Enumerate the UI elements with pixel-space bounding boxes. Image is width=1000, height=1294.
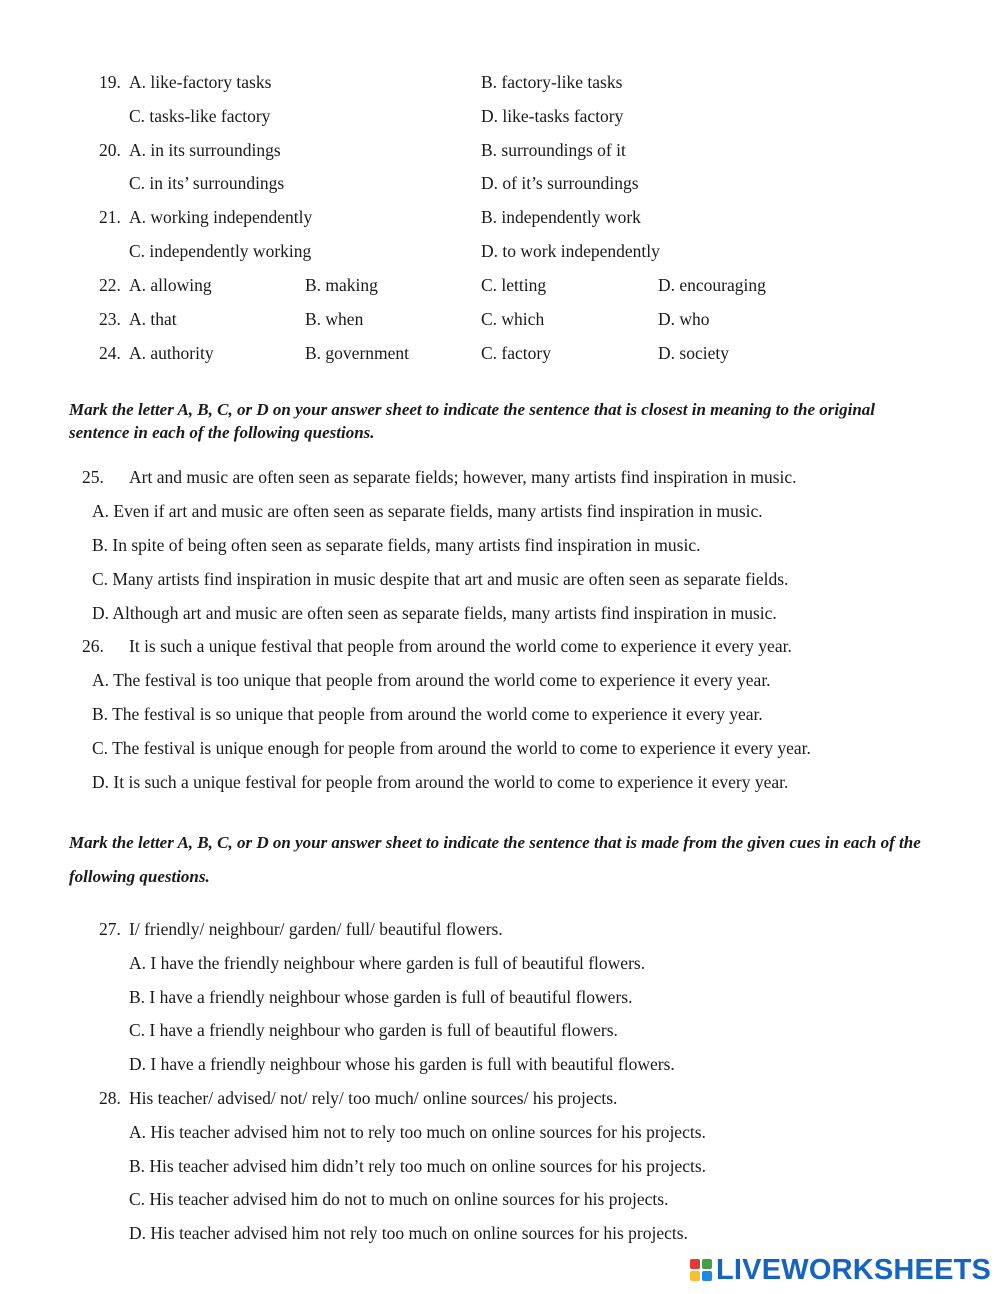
question-number: 23. [99, 309, 121, 329]
option-b[interactable]: B. independently work [481, 207, 641, 227]
question-number: 19. [99, 72, 121, 92]
question-number: 26. [82, 636, 104, 656]
section-instruction: Mark the letter A, B, C, or D on your answer sheet to indicate the sentence that is closest in meaning to the original sentence in each of the following questions. [69, 400, 875, 442]
option-c[interactable]: C. I have a friendly neighbour who garden is full of beautiful flowers. [129, 1020, 618, 1040]
question-stem: I/ friendly/ neighbour/ garden/ full/ beautiful flowers. [129, 919, 503, 939]
option-d[interactable]: D. who [658, 309, 710, 329]
option-d[interactable]: D. society [658, 343, 729, 363]
option-a[interactable]: A. His teacher advised him not to rely too much on online sources for his projects. [129, 1122, 706, 1142]
option-b[interactable]: B. factory-like tasks [481, 72, 623, 92]
option-b[interactable]: B. government [305, 343, 410, 363]
option-c[interactable]: C. His teacher advised him do not to much on online sources for his projects. [129, 1189, 669, 1209]
option-a[interactable]: A. The festival is too unique that people from around the world come to experience it every year. [92, 670, 771, 690]
logo-square-red [690, 1259, 700, 1269]
option-a[interactable]: A. like-factory tasks [129, 72, 272, 92]
option-c[interactable]: C. tasks-like factory [129, 106, 271, 126]
question-number: 20. [99, 140, 121, 160]
option-c[interactable]: C. which [481, 309, 545, 329]
logo-text: LIVEWORKSHEETS [716, 1253, 992, 1286]
section-instruction: Mark the letter A, B, C, or D on your answer sheet to indicate the sentence that is made from the given cues in each of the following questions. [69, 833, 921, 886]
option-d[interactable]: D. like-tasks factory [481, 106, 624, 126]
logo-square-blue [702, 1271, 712, 1281]
option-b[interactable]: B. making [305, 275, 378, 295]
question-number: 21. [99, 207, 121, 227]
option-d[interactable]: D. His teacher advised him not rely too much on online sources for his projects. [129, 1223, 688, 1243]
option-d[interactable]: D. It is such a unique festival for people from around the world to come to experience it every year. [92, 772, 789, 792]
option-c[interactable]: C. factory [481, 343, 551, 363]
option-b[interactable]: B. His teacher advised him didn’t rely too much on online sources for his projects. [129, 1156, 707, 1176]
option-b[interactable]: B. In spite of being often seen as separate fields, many artists find inspiration in music. [92, 535, 701, 555]
logo-square-yellow [690, 1271, 700, 1281]
option-a[interactable]: A. allowing [129, 275, 212, 295]
option-b[interactable]: B. surroundings of it [481, 140, 626, 160]
question-number: 27. [99, 919, 121, 939]
question-stem: It is such a unique festival that people from around the world come to experience it every year. [129, 636, 792, 656]
question-number: 24. [99, 343, 121, 363]
question-stem: Art and music are often seen as separate fields; however, many artists find inspiration in music. [129, 467, 797, 487]
option-a[interactable]: A. Even if art and music are often seen as separate fields, many artists find inspiration in music. [92, 501, 763, 521]
liveworksheets-logo [690, 1254, 991, 1286]
question-stem: His teacher/ advised/ not/ rely/ too much/ online sources/ his projects. [129, 1088, 618, 1108]
option-d[interactable]: D. encouraging [658, 275, 766, 295]
question-number: 25. [82, 467, 104, 487]
question-number: 22. [99, 275, 121, 295]
option-d[interactable]: D. to work independently [481, 241, 660, 261]
option-b[interactable]: B. when [305, 309, 364, 329]
logo-icon [690, 1259, 712, 1281]
option-c[interactable]: C. The festival is unique enough for people from around the world to come to experience it every year. [92, 738, 811, 758]
option-b[interactable]: B. The festival is so unique that people from around the world come to experience it every year. [92, 704, 763, 724]
option-a[interactable]: A. I have the friendly neighbour where garden is full of beautiful flowers. [129, 953, 646, 973]
option-c[interactable]: C. in its’ surroundings [129, 173, 285, 193]
option-c[interactable]: C. Many artists find inspiration in music despite that art and music are often seen as separate fields. [92, 569, 789, 589]
logo-square-green [702, 1259, 712, 1269]
option-d[interactable]: D. Although art and music are often seen as separate fields, many artists find inspiration in music. [92, 603, 777, 623]
question-number: 28. [99, 1088, 121, 1108]
option-c[interactable]: C. letting [481, 275, 547, 295]
option-a[interactable]: A. in its surroundings [129, 140, 281, 160]
option-c[interactable]: C. independently working [129, 241, 312, 261]
option-b[interactable]: B. I have a friendly neighbour whose garden is full of beautiful flowers. [129, 987, 633, 1007]
option-d[interactable]: D. I have a friendly neighbour whose his garden is full with beautiful flowers. [129, 1054, 675, 1074]
option-d[interactable]: D. of it’s surroundings [481, 173, 639, 193]
option-a[interactable]: A. working independently [129, 207, 313, 227]
option-a[interactable]: A. that [129, 309, 177, 329]
option-a[interactable]: A. authority [129, 343, 214, 363]
